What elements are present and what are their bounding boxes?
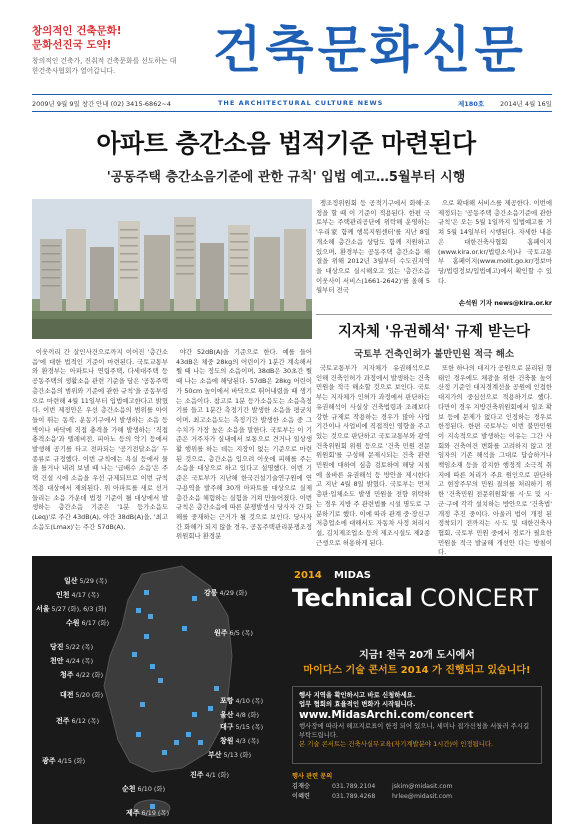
ad-tagline-2: 마이다스 기술 콘서트 2014 가 진행되고 있습니다! xyxy=(303,665,531,676)
article1-column-1: 이웃끼리 간 살인사건으로까지 이어진 '층간소음'에 대한 법적인 기준이 마련된다. 국토교통부와 환경부는 아파트나 연립주택, 다세대주택 등 공동주택의 생활소음 관련 기준을 담은 '공동주택 층간소음의 범위와 기준에 관한 규칙'을 공동부령으로 마련해 4월 11일부터 입법예고한다고 밝혔다. 이번 제정안은 우선 층간소음의 범위를 아이들이 뛰는 동작, 운동기구에서 발생하는 소음 등 벽이나 바닥에 직접 충격을 가해 발생하는 '직접충격소음'과 텔레비전, 피아노 등의 악기 등에서 발생해 공기를 타고 전파되는 '공기전달소음' 두 종류로 규정했다. 이번 규칙에는 욕실 등에서 물을 틀거나 내려 보낼 때 나는 '급배수 소음'은 주택 건설 시에 소음을 우선 규제되므로 이번 규칙 적용 대상에서 제외된다. 위 아파트를 새로 선거 들리는 소음 가운데 법정 기준이 될 대상에서 발생하는 층간소음 기준은 '1분 등가소음도(Leq)'로 주간 43dB(A), 야간 38dB(A)을, '최고소음도(Lmax)'는 주간 57dB(A), xyxy=(32,348,168,531)
founded-date: 2009년 9월 9일 창간 xyxy=(32,100,95,108)
ad-title-word-2: CONCERT xyxy=(420,584,539,612)
city-item[interactable]: 대구 5/15 (목) xyxy=(220,723,264,731)
city-item[interactable]: 당진 5/22 (목) xyxy=(50,643,94,651)
ad-brand: MIDAS xyxy=(334,570,371,581)
contact-info: 안내 (02) 3415-6862~4 xyxy=(96,100,172,108)
masthead xyxy=(0,0,572,92)
city-item[interactable]: 수원 6/17 (화) xyxy=(66,619,110,627)
main-headline: 아파트 층간소음 법적기준 마련된다 xyxy=(96,129,476,158)
article1-column-4: 으로 확대해 서비스를 제공한다. 이번에 제정되는 '공동주택 층간소음기준에 관한 규칙'은 오는 5월 1일까지 입법예고를 거쳐 5월 14일부터 시행된다. 자세한 내용은 대한건축사협회 홈페이지(www.kira.or.kr/법령소식)나 국토교통부 홈페이지(www.molit.go.kr/정보마당/법령정보/입법예고)에서 확인할 수 있다. xyxy=(438,199,552,285)
city-item[interactable]: 대전 5/20 (화) xyxy=(60,691,104,699)
city-item[interactable]: 광주 4/15 (화) xyxy=(42,757,86,765)
article1-column-3: 쟁조정위원회 등 공적기구에서 화해·조정을 할 때 이 기준이 적용된다. 한편 국토부는 주택관리공단에 위탁해 운영하는 '우리家 함께 행복지원센터'를 지난 8일 개소해 층간소음 상담도 함께 지원하고 있으며, 환경부는 공동주택 층간소음 해결을 위해 2012년 3월부터 수도권지역을 대상으로 실시해오고 있는 '층간소음 이웃사이 서비스(1661-2642)'를 올해 5월부터 전국 xyxy=(316,199,430,295)
article1-byline: 손석원 기자 news@kira.or.kr xyxy=(458,299,552,307)
city-item[interactable]: 일산 5/29 (목) xyxy=(64,577,108,585)
article2-title: 지자체 '유권해석' 규제 받는다 xyxy=(337,324,531,340)
concert-city-list xyxy=(32,556,282,824)
city-item[interactable]: 제주 6/19 (목) xyxy=(126,809,170,817)
slogan-line-2: 문화선진국 도약! xyxy=(32,39,112,51)
city-item[interactable]: 진주 4/1 (화) xyxy=(190,771,230,779)
issue-date: 2014년 4월 16일 xyxy=(500,100,552,108)
city-item[interactable]: 포항 4/10 (목) xyxy=(220,697,264,705)
ad-text-panel xyxy=(282,556,552,824)
ad-contact xyxy=(292,772,542,802)
city-item[interactable]: 울산 4/8 (화) xyxy=(220,711,260,719)
ad-info-box xyxy=(292,686,542,764)
article2-column-1: 국토교통부가 지자체가 유권해석으로 인해 건축인허가 과정에서 발생하는 건축 민원을 적극 해소할 것으로 보인다. 국토부는 지자체가 인허가 과정에서 판단하는 유권해석이 사실상 건축법령과 조례보다 강한 규제로 작용하는 경우가 많아 사업기간이나 사업비에 직접적인 영향을 주고 있는 것으로 판단하고 국토교통부와 광역건축위원회 위원 등으로 '건축 민원 전문위원회'를 구성해 문제시되는 건축 관련 민원에 대하여 심층 검토하여 해당 지침에 올바른 유권해석 등 방안을 제시한다고 지난 4월 8일 밝혔다. 국토부는 먼저 층판·입체소도 발생 민원을 전향 위탁하는 경우 지방 주 관련법률 시설 명도로 구분하기로 했다. 이에 따라 관계 중·장신구 저층업소에 대해서도 자동차 사정 처리시설, 김치제조업소 등의 제조시설도 제2종 근생으로 허용하게 된다. xyxy=(316,364,430,547)
apartment-photo xyxy=(32,199,312,339)
ad-box-line-2: 업무 협회의 효율적인 변화가 시작됩니다. xyxy=(299,700,416,708)
newspaper-logo: 건축문화신문 xyxy=(213,21,527,79)
article2-subtitle: 국토부 건축인허가 불만민원 적극 해소 xyxy=(353,349,515,360)
city-item[interactable]: 전주 6/12 (목) xyxy=(56,717,100,725)
ad-contact-row: 이혜련 031.789.4268 hrlee@midasit.com xyxy=(292,793,453,800)
city-item[interactable]: 인천 4/17 (목) xyxy=(56,591,100,599)
slogan-line-1: 창의적인 건축문화! xyxy=(32,25,122,37)
apartment-skyline-image xyxy=(32,199,312,339)
article1-column-2: 야간 52dB(A)을 기준으로 한다. 예를 들어 43dB은 체중 28kg의 어린이가 1분간 계속해서 뛸 때 나는 정도의 소음이며, 38dB은 30초간 뛸 때 나는 소음에 해당된다. 57dB은 28kg 어린이가 50cm 높이에서 바닥으로 뛰어내렸을 때 생기는 소음이다. 참고로 1분 등가소음도는 소음측정기를 들고 1분간 측정기간 발생한 소음을 평균치이며, 최고소음도는 측정기간 발생한 소음 중 그 수치가 가장 높은 소음을 말한다. 국토부는 이 기준은 거주자가 실내에서 보통으로 견거나 일상생활 행위를 하는 데는 지장이 없는 기준으로 마련된 것으로, 층간소음 입으려 이웃에 피해를 주는 소음을 대상으로 하고 있다고 설명했다. 이번 기준은 국토부가 지난해 한국건설기술연구원에 연구용역을 발주해 30개 아파트를 대상으로 실제 층간소음 체험하는 실험을 거쳐 만들어졌다. 이번 규칙은 층간소음에 따른 분쟁발생시 당사자 간 화해를 중재하는 근거가 될 것으로 보인다. 당사자간 화해가 되지 않을 경우, 공동주택관리분쟁조정위원회나 환경분 xyxy=(176,348,312,541)
city-item[interactable]: 강릉 4/29 (화) xyxy=(204,589,248,597)
city-item[interactable]: 천안 4/24 (목) xyxy=(50,657,94,665)
article2-column-2: 또한 하나의 대지가 공원으로 분리된 형태인 경우에도 채광을 위한 건축물 높이 산정 기준인 대지경계선을 공원에 인접한 대지가의 중심선으로 적용하기로 했다. 다만이 경우 지방건축위원회에서 일조 확보 등에 문제가 없다고 인정하는 경우로 한정된다. 한편 국토부는 이번 불만민원이 지속적으로 발생하는 이유는 그간 사회와 건축여건 변화를 고려하지 않고 전임자의 기존 해석을 그대로 답습하거나 책임소재 등을 감지한 행정적 소극적 취지에 따른 처리가 주요 원인으로 판단하고 현장주무의 민원 질의를 처리하기 위한 '건축민원 전문위원회'를 시·도 및 시·군·구에 각각 설치하는 방안으로 '건축법' 개정 추진 중이다. 아울러 법이 개정 된 정착되기 전까지는 시·도 및 대한건축사협회, 국토부 민원 중에서 경로가 필요한 민원을 적극 발굴해 개선안 다는 방침이다. xyxy=(438,364,552,557)
ad-contact-heading: 행사 관련 문의 xyxy=(292,773,333,780)
city-item[interactable]: 원주 6/5 (목) xyxy=(214,629,254,637)
main-subhead: '공동주택 층간소음기준에 관한 규칙' 입법 예고…5월부터 시행 xyxy=(106,170,466,185)
ad-contact-email[interactable]: hrlee@midasit.com xyxy=(392,793,453,800)
city-item[interactable]: 순천 6/10 (화) xyxy=(122,785,166,793)
ad-year: 2014 xyxy=(294,570,322,581)
city-item[interactable]: 창원 4/3 (목) xyxy=(220,737,260,745)
slogan xyxy=(32,24,182,76)
ad-box-line-4: 본 기술 콘서트는 건축사실무교육(자기계발분야 1시간)이 인정됩니다. xyxy=(299,740,494,748)
section-divider xyxy=(316,314,552,315)
issue-number: 제180호 xyxy=(458,100,485,108)
city-item[interactable]: 청주 4/22 (화) xyxy=(60,671,104,679)
english-title: THE ARCHITECTURAL CULTURE NEWS xyxy=(218,99,384,107)
ad-tagline-1: 지금! 전국 20개 도시에서 xyxy=(359,650,475,661)
ad-title xyxy=(292,584,539,612)
slogan-line-3: 창의적인 건축가, 진취적 건축문화를 선도하는 대한건축사협회가 열어갑니다. xyxy=(32,57,177,75)
ad-contact-row: 김재승 031.789.2104 jskim@midasit.com xyxy=(292,783,453,790)
ad-box-line-1: 행사 지역을 확인하시고 바로 신청하세요. xyxy=(299,691,416,699)
ad-title-word-1: Technical xyxy=(292,584,413,612)
midas-advertisement[interactable] xyxy=(32,556,552,824)
city-item[interactable]: 서울 5/27 (화), 6/3 (화) xyxy=(36,605,107,613)
info-bar xyxy=(32,94,552,112)
ad-url-link[interactable]: www.MidasArchi.com/concert xyxy=(299,709,474,721)
ad-box-line-3: 행사장에 따라서 해프지로표이 한정 되어 있으니, 세미나 접가신청을 서둘러 주시길 부탁드립니다. xyxy=(299,722,530,739)
city-item[interactable]: 부산 5/13 (화) xyxy=(208,751,252,759)
ad-contact-email[interactable]: jskim@midasit.com xyxy=(392,783,453,790)
